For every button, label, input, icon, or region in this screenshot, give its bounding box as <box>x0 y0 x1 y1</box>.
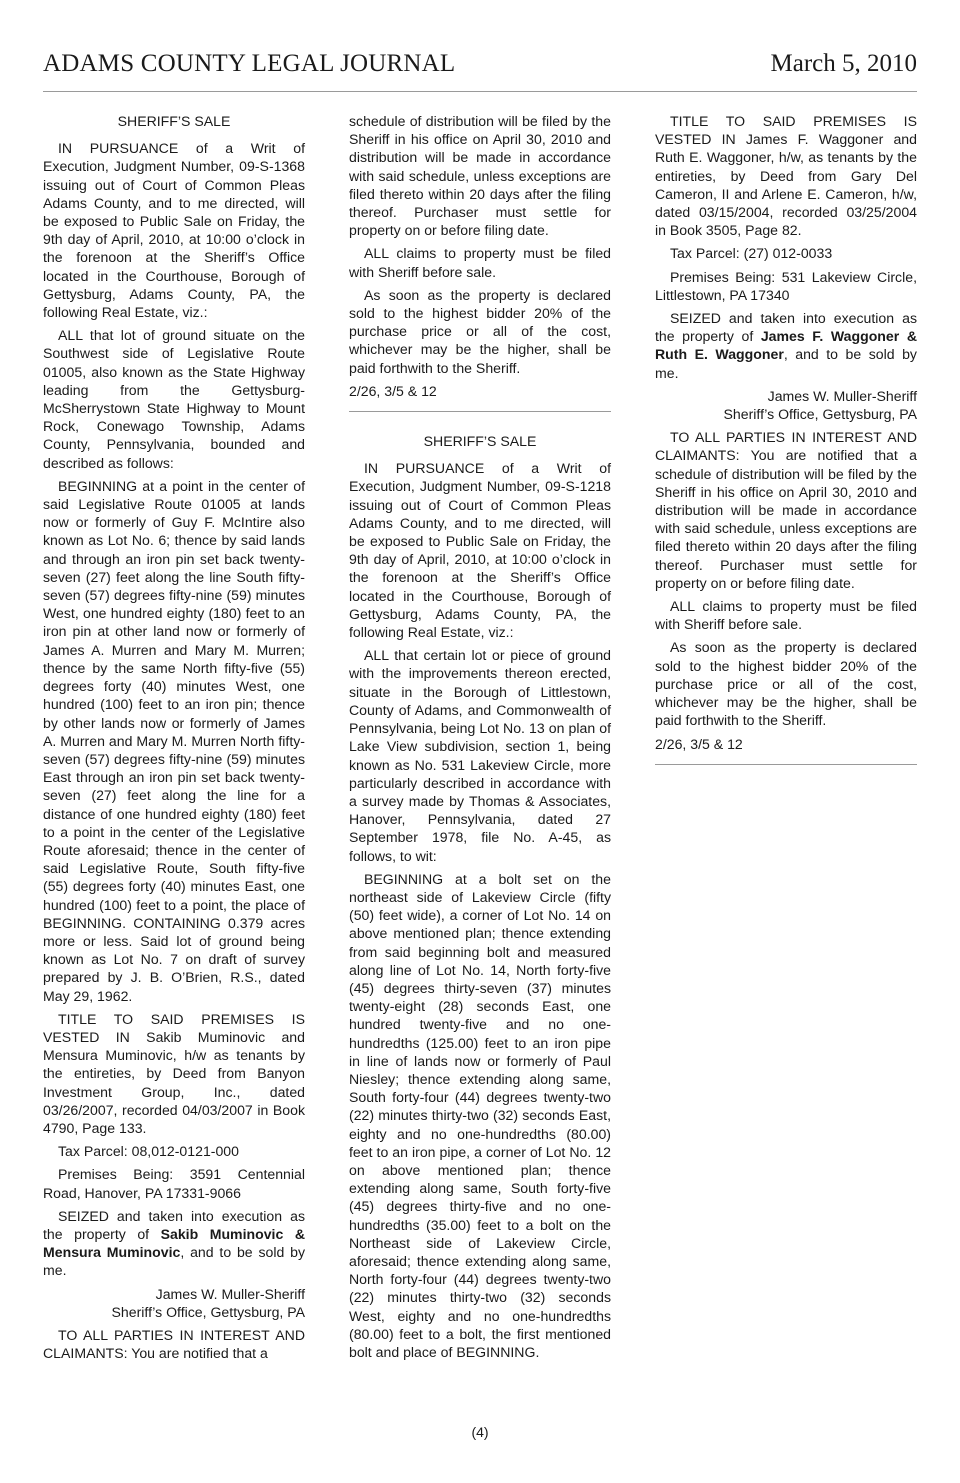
notice-title: SHERIFF’S SALE <box>423 433 537 450</box>
column-2 <box>349 112 611 1366</box>
publication-dates: 2/26, 3/5 & 12 <box>349 382 437 399</box>
writ-paragraph: IN PURSUANCE of a Writ of Execution, Judgment Number, 09-S-1368 issuing out of Court of Common Pleas Adams County, and to me directed, will be exposed to Public Sale on Friday, the 9th day of April, 2010, at 10:00 o’clock in the forenoon at the Sheriff’s Office located in the Courthouse, Borough of Gettysburg, Adams County, PA, the following Real Estate, viz.: <box>43 140 305 321</box>
column-1 <box>43 112 305 1367</box>
issue-date: March 5, 2010 <box>770 50 917 77</box>
payment-paragraph: As soon as the property is declared sold to the highest bidder 20% of the purchase price or all of the cost, whichever may be the higher, shall be paid forthwith to the Sheriff. <box>349 286 611 376</box>
seized-paragraph <box>43 1207 305 1280</box>
sheriff-office: Sheriff’s Office, Gettysburg, PA <box>723 406 917 423</box>
notice-title: SHERIFF’S SALE <box>117 113 231 129</box>
claims-paragraph: ALL claims to property must be filed with Sheriff before sale. <box>655 598 917 633</box>
title-vesting: TITLE TO SAID PREMISES IS VESTED IN James F. Waggoner and Ruth E. Waggoner, h/w, as tenants by the entireties, by Deed from Gary Del Cameron, II and Arlene E. Cameron, h/w, dated 03/15/2004, recorded 03/25/2004 in Book 3505, Page 82. <box>655 113 917 239</box>
masthead <box>43 50 917 90</box>
publication-dates: 2/26, 3/5 & 12 <box>655 735 743 752</box>
schedule-continuation: schedule of distribution will be filed by the Sheriff in his office on April 30, 2010 and distribution will be made in accordance with said schedule, unless exceptions are filed thereto within 20 days after the filing thereof. Purchaser must settle for property on or before filing date. <box>349 113 611 239</box>
seized-text: SEIZED and taken into execution as the property of <box>655 310 917 345</box>
sheriff-office: Sheriff’s Office, Gettysburg, PA <box>111 1303 305 1320</box>
boundary-description: BEGINNING at a point in the center of said Legislative Route 01005 at lands now or formerly of Guy F. McIntire also known as Lot No. 6; thence by said lands and through an iron pin set back twenty-seven (27) feet along the line South fifty-seven (57) degrees fifty-nine (59) minutes West, one hundred eighty (180) feet to an iron pin at other land now or formerly of James A. Murren and Mary M. Murren; thence by the same North fifty-five (55) degrees forty (40) minutes West, one hundred (100) feet to an iron pin; thence by other lands now or formerly of James A. Murren and Mary M. Murren North fifty-seven (57) degrees fifty-nine (59) minutes East through an iron pin set back twenty-seven (27) feet along the line for a distance of one hundred eighty (180) feet to a point in the center of the Legislative Route aforesaid; thence in the center of said Legislative Route, South fifty-five (55) degrees forty (40) minutes East, one hundred (100) feet to a point, the place of BEGINNING. CONTAINING 0.379 acres more or less. Said lot of ground being known as Lot No. 7 on draft of survey prepared by J. B. O’Brien, R.S., dated May 29, 1962. <box>43 477 305 1004</box>
writ-paragraph: IN PURSUANCE of a Writ of Execution, Judgment Number, 09-S-1218 issuing out of Court of Common Pleas Adams County, and to me directed, will be exposed to Public Sale on Friday, the 9th day of April, 2010, at 10:00 o’clock in the forenoon at the Sheriff’s Office located in the Courthouse, Borough of Gettysburg, Adams County, PA, the following Real Estate, viz.: <box>349 460 611 641</box>
tax-parcel: Tax Parcel: 08,012-0121-000 <box>58 1143 239 1160</box>
defendant-names: James F. Waggoner & Ruth E. Waggoner <box>655 328 917 363</box>
property-description: ALL that lot of ground situate on the Southwest side of Legislative Route 01005, also known as the State Highway leading from the Gettysburg-McSherrystown State Highway to Mount Rock, Conewago Township, Adams County, Pennsylvania, bounded and described as follows: <box>43 327 305 471</box>
page-number: (4) <box>471 1424 489 1440</box>
title-vesting: TITLE TO SAID PREMISES IS VESTED IN Sakib Muminovic and Mensura Muminovic, h/w as tenants by the entireties, by Deed from Banyon Investment Group, Inc., dated 03/26/2007, recorded 04/03/2007 in Book 4790, Page 133. <box>43 1010 305 1136</box>
seized-text: SEIZED and taken into execution as the property of <box>43 1207 305 1242</box>
masthead-rule <box>43 91 917 92</box>
seized-paragraph <box>655 309 917 382</box>
journal-title: ADAMS COUNTY LEGAL JOURNAL <box>43 50 456 77</box>
premises-address: Premises Being: 531 Lakeview Circle, Littlestown, PA 17340 <box>655 268 917 303</box>
payment-paragraph: As soon as the property is declared sold to the highest bidder 20% of the purchase price or all of the cost, whichever may be the higher, shall be paid forthwith to the Sheriff. <box>655 639 917 729</box>
column-3 <box>655 112 917 785</box>
boundary-description: BEGINNING at a bolt set on the northeast side of Lakeview Circle (fifty (50) feet wide), a corner of Lot No. 14 on above mentioned plan; thence extending from said beginning bolt and measured along line of Lot No. 14, North forty-five (45) degrees thirty-seven (37) minutes twenty-eight (28) seconds East, one hundred twenty-five and no one-hundredths (125.00) feet to an iron pipe in line of lands now or formerly of Paul Niesley; thence extending along same, South forty-four (44) degrees twenty-two (22) minutes thirty-two (32) seconds East, eighty and no one-hundredths (80.00) feet to an iron pipe, a corner of Lot No. 12 on above mentioned plan; thence extending along same, South forty-five (45) degrees thirty-five and no one-hundredths (35.00) feet to a bolt on the Northeast side of Lakeview Circle, aforesaid; thence extending along same, North forty-four (44) degrees twenty-two (22) minutes thirty-two (32) seconds West, eighty and no one-hundredths (80.00) feet to a bolt, the first mentioned bolt and place of BEGINNING. <box>349 870 611 1360</box>
claims-paragraph: ALL claims to property must be filed with Sheriff before sale. <box>349 245 611 280</box>
tax-parcel: Tax Parcel: (27) 012-0033 <box>670 245 833 262</box>
parties-notice: TO ALL PARTIES IN INTEREST AND CLAIMANTS: You are notified that a <box>43 1327 305 1362</box>
property-description: ALL that certain lot or piece of ground with the improvements thereon erected, situate in the Borough of Littlestown, County of Adams, and Commonwealth of Pennsylvania, being Lot No. 13 on plan of Lake View subdivision, section 1, being known as No. 531 Lakeview Circle, more particularly described in accordance with a survey made by Thomas & Associates, Hanover, Pennsylvania, dated 27 September 1978, file No. A-45, as follows, to wit: <box>349 647 611 864</box>
seized-text-end: , and to be sold by me. <box>655 346 917 381</box>
notice-divider <box>349 411 611 412</box>
sheriff-name: James W. Muller-Sheriff <box>767 387 917 404</box>
premises-address: Premises Being: 3591 Centennial Road, Hanover, PA 17331-9066 <box>43 1166 305 1201</box>
sheriff-name: James W. Muller-Sheriff <box>155 1285 305 1302</box>
seized-text-end: , and to be sold by me. <box>43 1244 305 1279</box>
defendant-names: Sakib Muminovic & Mensura Muminovic <box>43 1225 306 1261</box>
parties-notice: TO ALL PARTIES IN INTEREST AND CLAIMANTS: You are notified that a schedule of distribution will be filed by the Sheriff in his office on April 30, 2010 and distribution will be made in accordance with said schedule, unless exceptions are filed thereto within 20 days after the filing thereof. Purchaser must settle for property on or before filing date. <box>655 429 917 591</box>
notice-divider <box>655 764 917 765</box>
